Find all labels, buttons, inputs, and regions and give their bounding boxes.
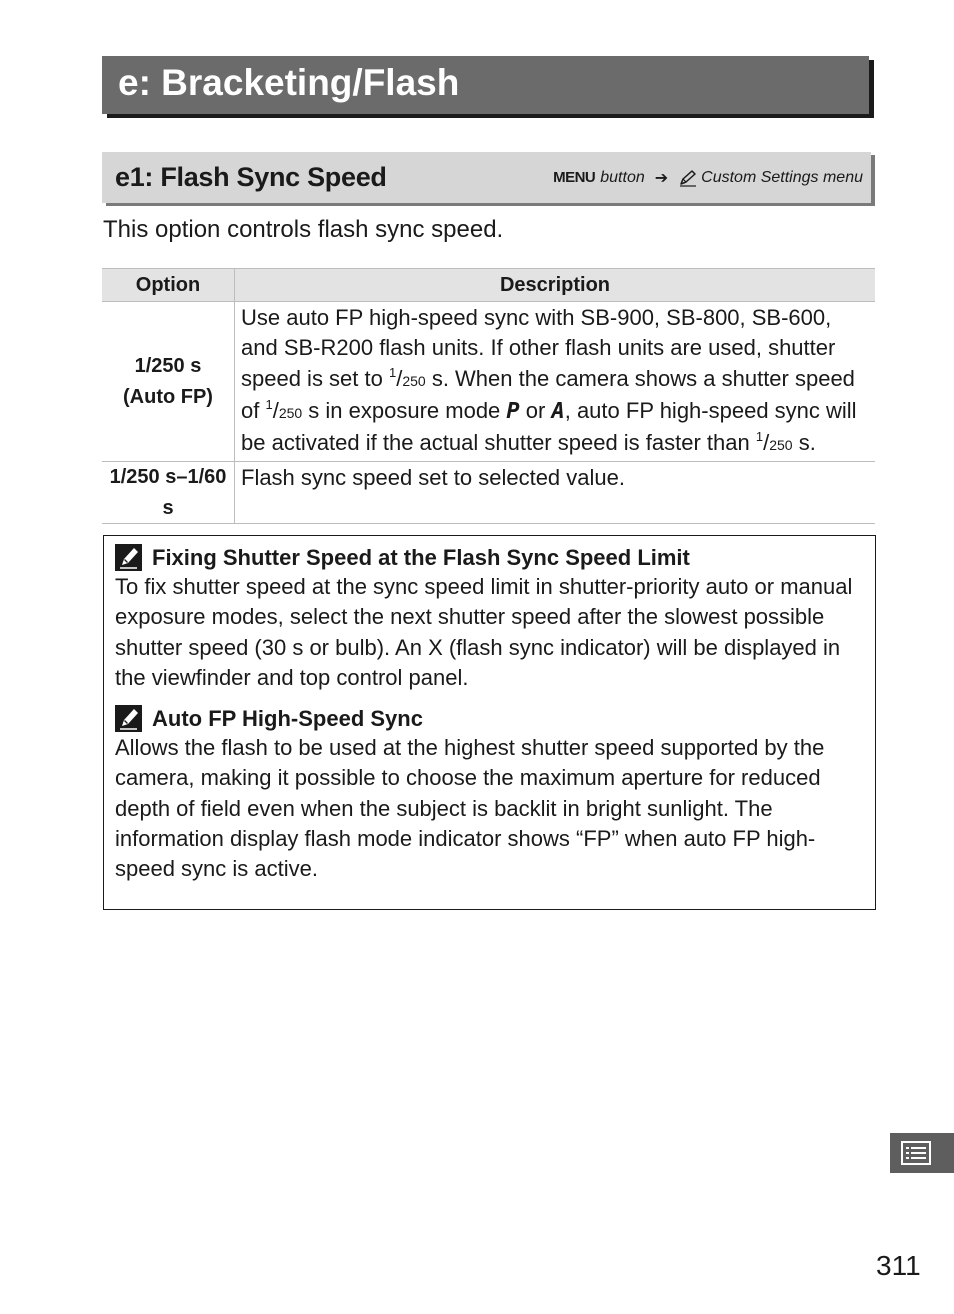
options-table: [102, 268, 875, 524]
note-body: Allows the flash to be used at the highest shutter speed supported by the camera, making it possible to choose the maximum aperture for reduced depth of field even when the subject is backlit in bright sunlight. The information display flash mode indicator shows “FP” when auto FP high-speed sync is active.: [115, 735, 825, 882]
desc-text: s.: [792, 430, 816, 456]
note-heading: [115, 705, 864, 732]
note-title: Auto FP High-Speed Sync: [152, 705, 423, 731]
description-cell: Flash sync speed set to selected value.: [235, 462, 876, 524]
arrow-icon: ➔: [654, 169, 669, 187]
table-header-row: [102, 269, 875, 302]
desc-text: s. When the camera shows a shutter speed of: [241, 365, 855, 423]
note-title: Fixing Shutter Speed at the Flash Sync Speed Limit: [152, 544, 690, 570]
chapter-title: e: Bracketing/Flash: [118, 62, 460, 103]
shutter-fraction: $^1$/250: [388, 364, 426, 391]
note-auto-fp-sync: [115, 705, 864, 884]
menu-button-label: MENU: [553, 169, 596, 186]
description-column-header: Description: [235, 269, 876, 302]
button-word: button: [600, 168, 645, 186]
table-row: [102, 302, 875, 462]
desc-text: , auto FP high-speed sync will be activated if the actual shutter speed is faster than: [241, 397, 857, 456]
section-title: e1: Flash Sync Speed: [115, 162, 387, 192]
menu-list-icon: [901, 1141, 931, 1165]
mode-p-symbol: P: [506, 398, 520, 424]
menu-path: [553, 168, 863, 188]
menu-guide-tab: [890, 1133, 954, 1173]
desc-text: Use auto FP high-speed sync with SB-900, SB-800, SB-600, and SB-R200 flash units. If other flash units are used, shutter speed is set to: [241, 305, 836, 391]
desc-text: or: [519, 397, 552, 423]
page-number: 311: [876, 1250, 921, 1281]
note-body: To fix shutter speed at the sync speed limit in shutter-priority auto or manual exposure modes, select the next shutter speed after the slowest possible shutter speed (30 s or bulb). An X (flash sync indicator) will be displayed in the viewfinder and top control panel.: [115, 574, 853, 690]
desc-text: s in exposure mode: [302, 397, 507, 423]
custom-settings-pencil-icon: [678, 169, 698, 187]
shutter-fraction: $^1$/250: [755, 429, 793, 456]
notes-box: [103, 535, 876, 910]
custom-settings-menu-label: Custom Settings menu: [701, 168, 863, 186]
pencil-note-icon: [115, 544, 142, 571]
option-qualifier: (Auto FP): [123, 385, 213, 408]
option-value: 1/250 s: [134, 355, 202, 378]
description-cell: [235, 302, 876, 462]
option-cell: 1/250 s–1/60 s: [102, 462, 235, 524]
pencil-note-icon: [115, 705, 142, 732]
note-heading: [115, 544, 864, 571]
option-cell: [102, 302, 235, 462]
section-header: [102, 152, 871, 203]
option-column-header: Option: [102, 269, 235, 302]
note-fixing-shutter-speed: [115, 544, 864, 693]
mode-a-symbol: A: [551, 398, 565, 424]
table-row: [102, 462, 875, 524]
chapter-banner: [102, 56, 869, 114]
intro-text: This option controls flash sync speed.: [103, 216, 504, 243]
shutter-fraction: $^1$/250: [265, 396, 303, 423]
